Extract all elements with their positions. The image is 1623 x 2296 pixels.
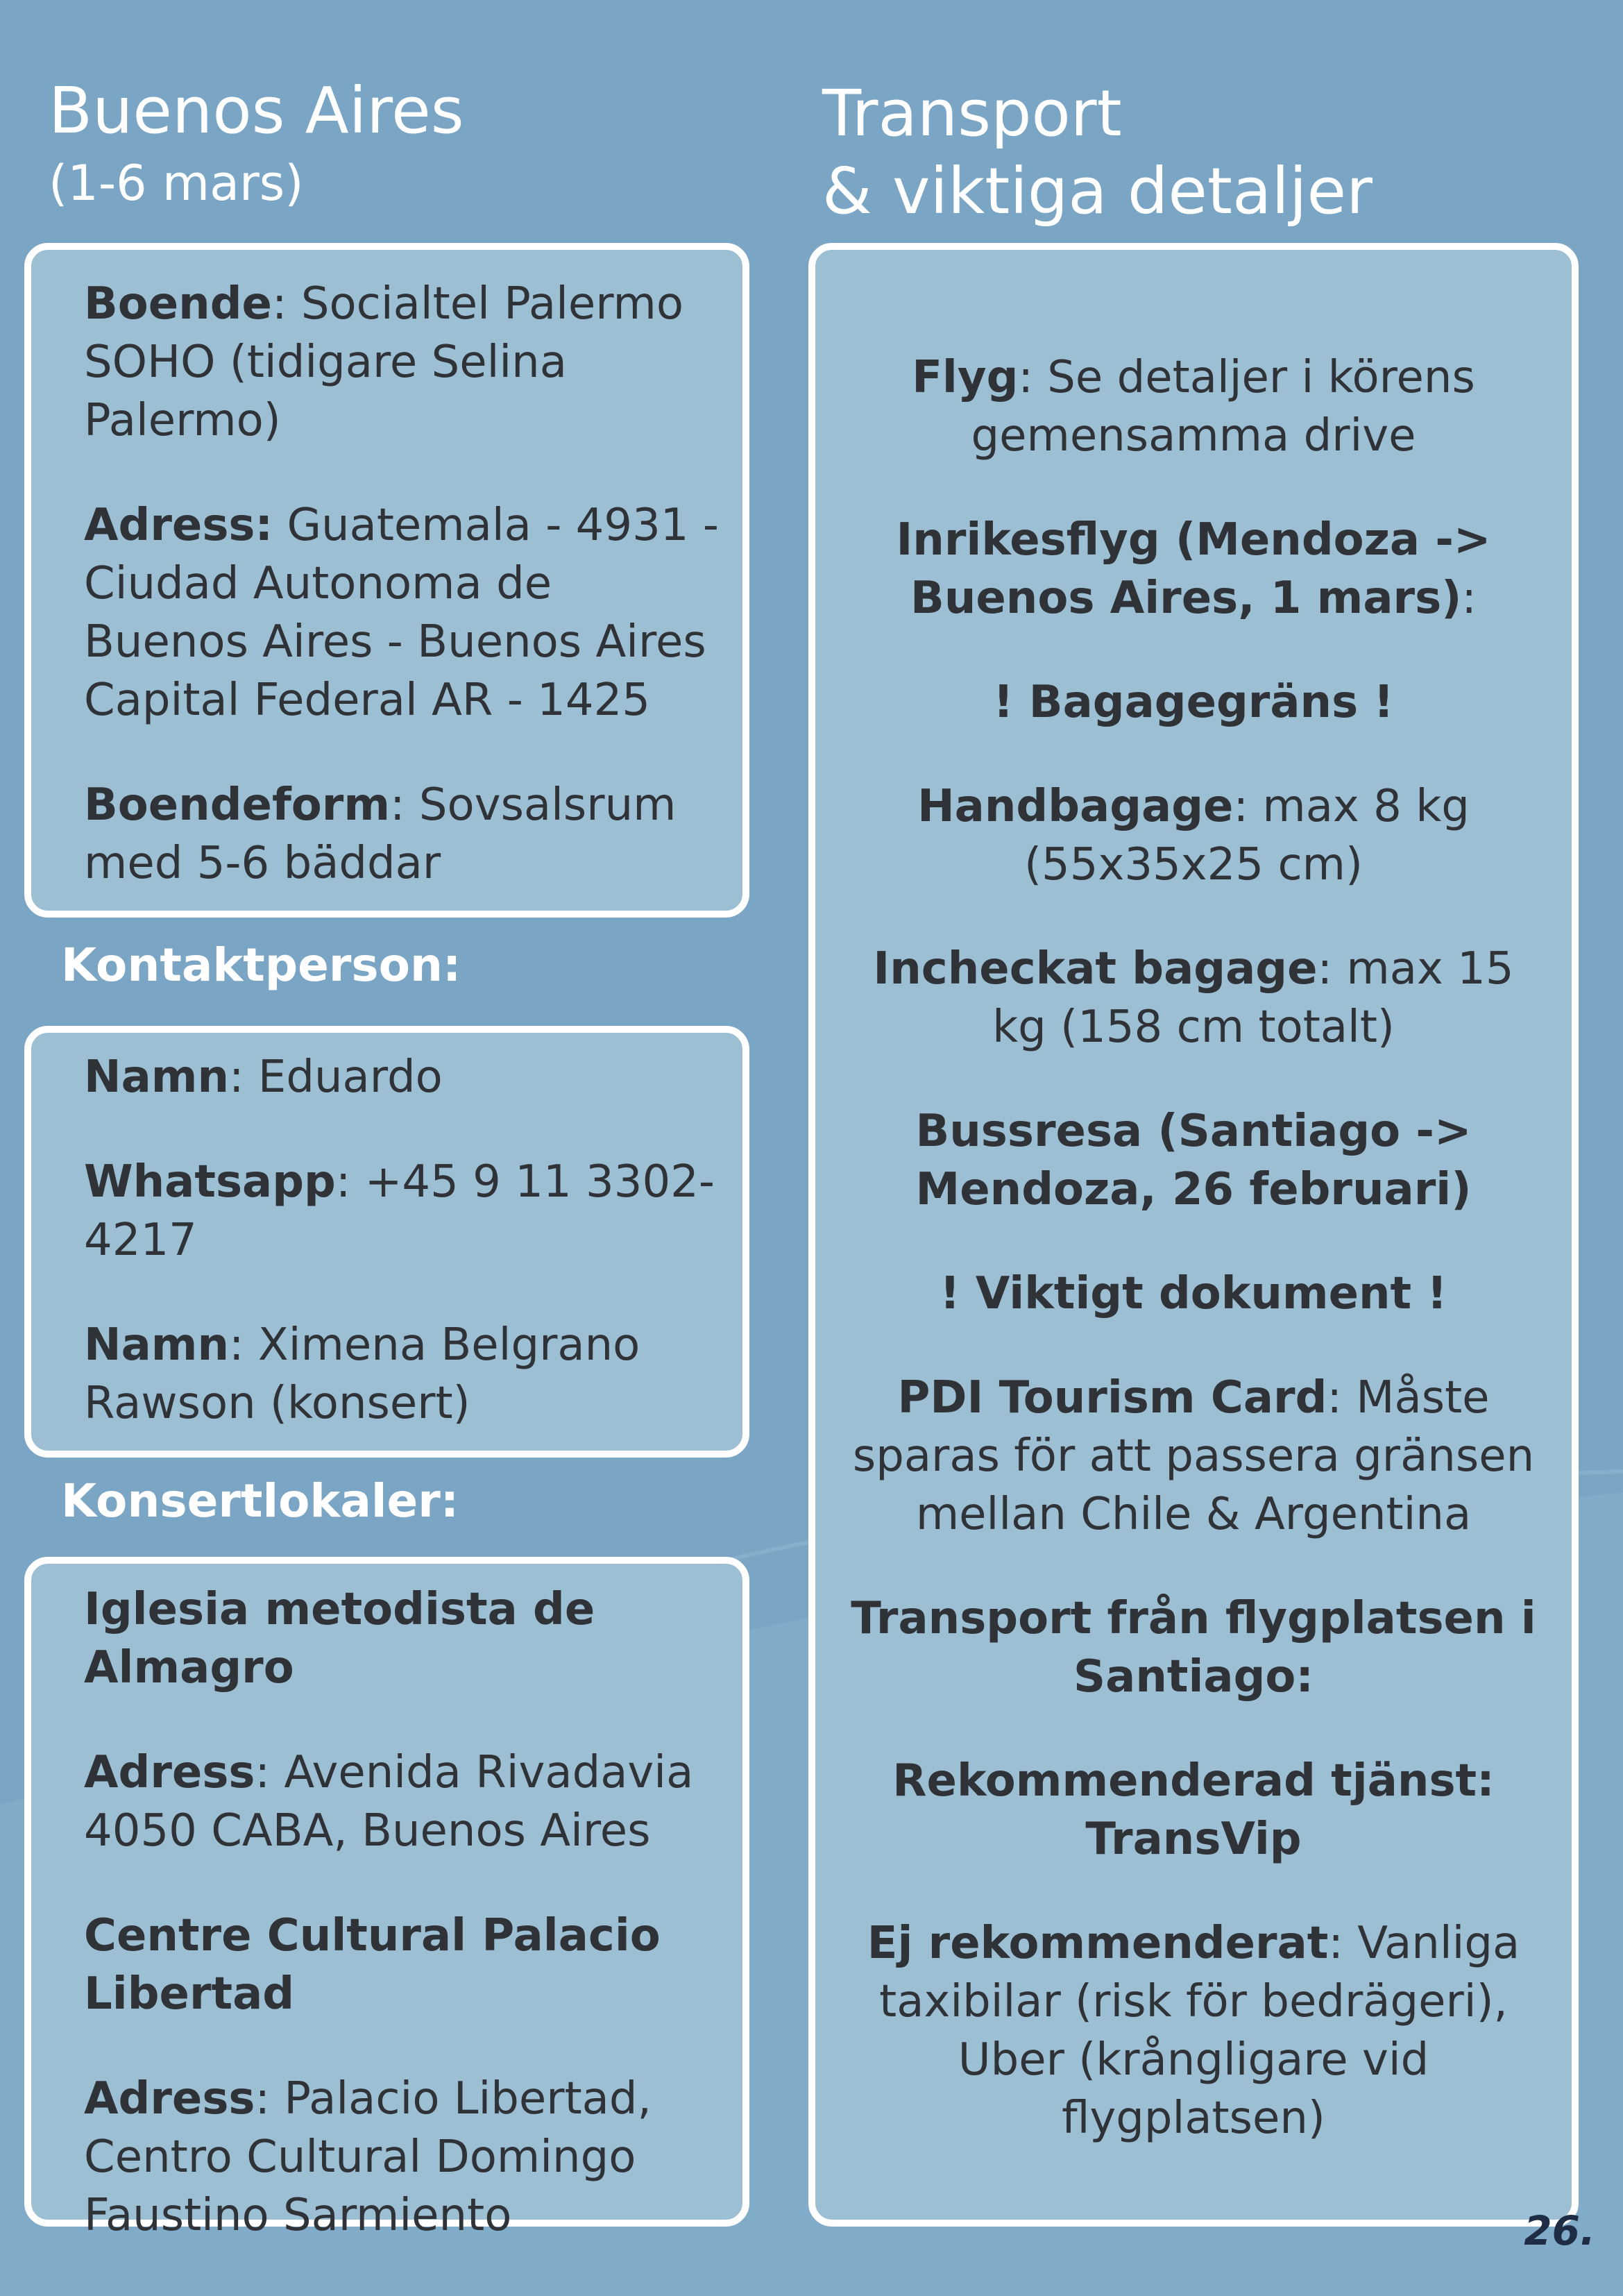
namn1-label: Namn [84, 1052, 229, 1103]
whatsapp-value: : +45 9 11 3302-4217 [84, 1156, 715, 1266]
page-number: 26. [1524, 2207, 1595, 2254]
transport-santiago-text: Transport från flygplatsen i Santiago: [851, 1593, 1536, 1703]
city-title: Buenos Aires [49, 74, 464, 148]
handbagage-info [815, 777, 1572, 894]
city-dates: (1-6 mars) [49, 155, 304, 212]
bussresa-text: Bussresa (Santiago -> Mendoza, 26 februari) [915, 1106, 1472, 1215]
pdi-info [815, 1369, 1572, 1544]
boendeform-value: : Sovsalsrum med 5-6 bäddar [84, 779, 677, 889]
flyg-info [815, 348, 1572, 465]
contacts-card [24, 1026, 749, 1458]
venue1-adress-value: : Avenida Rivadavia 4050 CABA, Buenos Aires [84, 1747, 694, 1857]
dokument-warning [815, 1265, 1572, 1323]
venue2-name-text: Centre Cultural Palacio Libertad [84, 1910, 661, 2020]
ej-label: Ej rekommenderat [867, 1918, 1329, 1969]
bussresa-info [815, 1102, 1572, 1219]
adress-label: Adress: [84, 500, 273, 551]
venue1-adress-label: Adress [84, 1747, 255, 1798]
venue-2-name [31, 1907, 742, 2023]
bagage-warning [815, 673, 1572, 732]
inrikesflyg-info [815, 511, 1572, 627]
namn2-value: : Ximena Belgrano Rawson (konsert) [84, 1319, 640, 1429]
contact-namn-1 [31, 1048, 742, 1106]
venues-card [24, 1557, 749, 2241]
handbagage-label: Handbagage [917, 781, 1234, 832]
boende-label: Boende [84, 278, 272, 330]
rekommenderad-text: Rekommenderad tjänst: TransVip [892, 1755, 1495, 1865]
venue-2-adress [31, 2070, 742, 2245]
handbagage-value: : max 8 kg (55x35x25 cm) [1024, 781, 1470, 890]
transport-title [822, 75, 1373, 230]
pdi-value: : Måste sparas för att passera gränsen mellan Chile & Argentina [852, 1372, 1535, 1540]
incheckat-value: : max 15 kg (158 cm totalt) [992, 943, 1514, 1053]
contact-heading: Kontaktperson: [61, 938, 461, 992]
dokument-warning-text: ! Viktigt dokument ! [940, 1268, 1447, 1319]
venue2-adress-value: : Palacio Libertad, Centro Cultural Domingo Faustino Sarmiento [84, 2073, 652, 2241]
whatsapp-label: Whatsapp [84, 1156, 336, 1208]
transport-title-line1: Transport [822, 76, 1122, 151]
venue2-adress-label: Adress [84, 2073, 255, 2125]
contact-namn-2 [31, 1316, 742, 1433]
flyg-value: : Se detaljer i körens gemensamma drive [971, 352, 1475, 462]
adress-value: Guatemala - 4931 - Ciudad Autonoma de Buenos Aires - Buenos Aires Capital Federal AR - 1425 [84, 500, 719, 726]
venue-1-name [31, 1580, 742, 1697]
boende-value: : Socialtel Palermo SOHO (tidigare Selina Palermo) [84, 278, 683, 446]
lodging-adress [31, 496, 742, 729]
flyg-label: Flyg [912, 352, 1019, 403]
ej-value: : Vanliga taxibilar (risk för bedrägeri), Uber (krångligare vid flygplatsen) [879, 1918, 1520, 2144]
venue-1-adress [31, 1744, 742, 1860]
transport-card [808, 243, 1579, 2227]
bagage-warning-text: ! Bagagegräns ! [993, 677, 1394, 728]
contact-whatsapp [31, 1153, 742, 1269]
lodging-boendeform [31, 776, 742, 893]
lodging-card [24, 243, 749, 918]
namn2-label: Namn [84, 1319, 229, 1371]
ej-rekommenderat-info [815, 1914, 1572, 2147]
venue1-name-text: Iglesia metodista de Almagro [84, 1584, 595, 1694]
incheckat-label: Incheckat bagage [873, 943, 1318, 995]
inrikesflyg-text: Inrikesflyg (Mendoza -> Buenos Aires, 1 mars) [896, 514, 1491, 624]
venues-heading: Konsertlokaler: [61, 1474, 459, 1528]
rekommenderad-info [815, 1752, 1572, 1868]
boendeform-label: Boendeform [84, 779, 390, 831]
pdi-label: PDI Tourism Card [897, 1372, 1327, 1424]
namn1-value: : Eduardo [229, 1052, 443, 1103]
lodging-boende [31, 275, 742, 450]
transport-santiago-heading [815, 1589, 1572, 1706]
transport-title-line2: & viktiga detaljer [822, 154, 1373, 228]
incheckat-info [815, 940, 1572, 1056]
inrikesflyg-suffix: : [1461, 573, 1477, 624]
